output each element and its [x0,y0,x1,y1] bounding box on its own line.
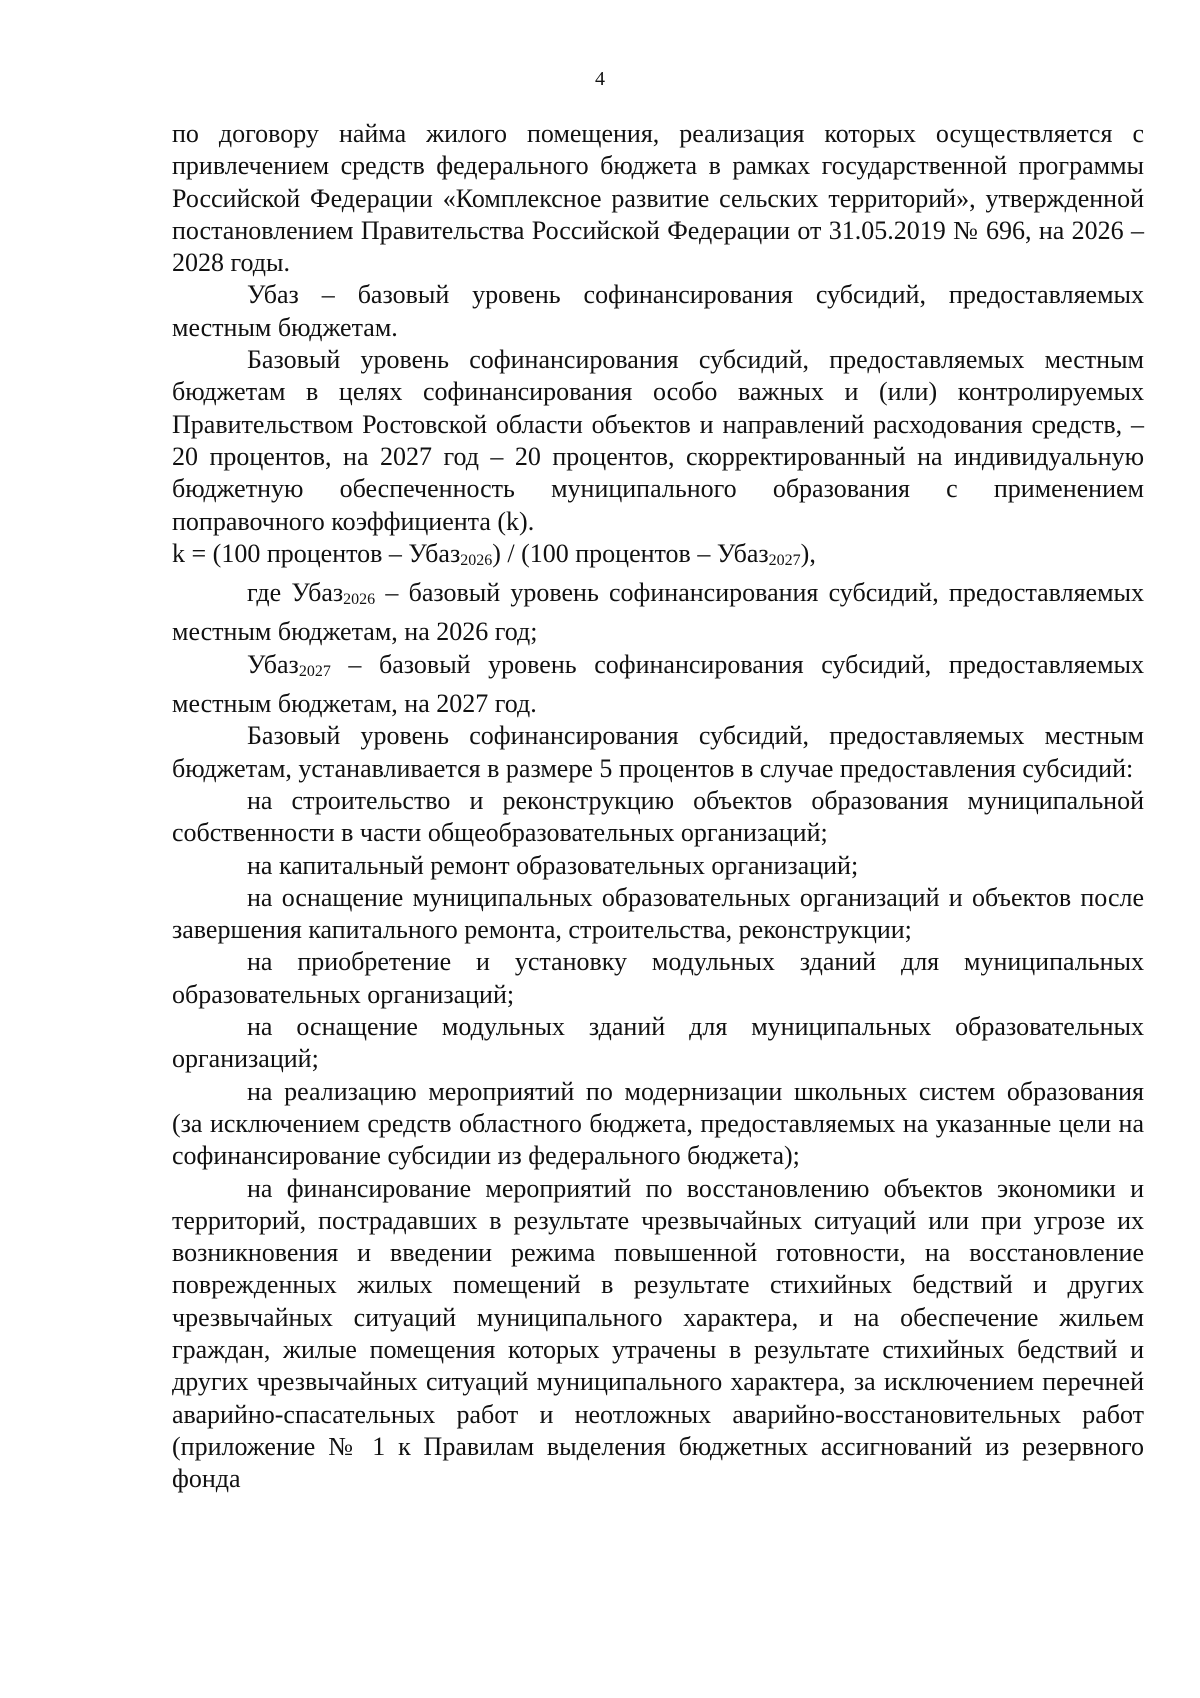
definition-subscript: 2027 [298,662,331,680]
paragraph-base-level: Базовый уровень софинансирования субсидий, предоставляемых местным бюджетам в целях софинансирования особо важных и (или) контролируемых Правительством Ростовской области объектов и направлений расходования средств, – 20 процентов, на 2027 год – 20 процентов, скорректированный на индивидуальную бюджетную обеспеченность муниципального образования с применением поправочного коэффициента (k). [172,345,1144,536]
definition-text: – базовый уровень софинансирования субсидий, предоставляемых местным бюджетам, на 2027 год. [172,649,1144,719]
list-item: на приобретение и установку модульных зданий для муниципальных образовательных организаций; [172,947,1144,1009]
list-item: на реализацию мероприятий по модернизации школьных систем образования (за исключением средств областного бюджета, предоставляемых на указанные цели на софинансирование субсидии из федерального бюджета); [172,1076,1144,1171]
list-item: на оснащение модульных зданий для муниципальных образовательных организаций; [172,1012,1144,1074]
list-item: на строительство и реконструкцию объектов образования муниципальной собственности в части общеобразовательных организаций; [172,785,1144,848]
formula-part: ) / (100 процентов – Убаз [492,538,769,568]
page-number: 4 [595,68,605,90]
document-body [172,118,1144,1495]
list-item: на оснащение муниципальных образовательных организаций и объектов после завершения капитального ремонта, строительства, реконструкции; [172,882,1144,945]
formula-subscript: 2026 [460,551,493,569]
paragraph-ubaz-definition: Убаз – базовый уровень софинансирования субсидий, предоставляемых местным бюджетам. [172,280,1144,342]
formula-part: k = (100 процентов – Убаз [172,538,461,568]
formula-part: ), [800,538,816,568]
paragraph-continuation: по договору найма жилого помещения, реализация которых осуществляется с привлечением средств федерального бюджета в рамках государственной программы Российской Федерации «Комплексное развитие сельских территорий», утвержденной постановлением Правительства Российской Федерации от 31.05.2019 № 696, на 2026 – 2028 годы. [172,119,1144,278]
definition-lead: где Убаз [247,578,344,608]
definition-lead: Убаз [247,649,299,679]
paragraph-five-percent: Базовый уровень софинансирования субсидий, предоставляемых местным бюджетам, устанавливается в размере 5 процентов в случае предоставления субсидий: [172,721,1144,783]
definition-text: – базовый уровень софинансирования субсидий, предоставляемых местным бюджетам, на 2026 год; [172,578,1144,647]
definition-ubaz-2026 [172,577,1144,649]
formula [172,538,1144,577]
definition-ubaz-2027 [172,649,1144,721]
formula-subscript: 2027 [768,551,801,569]
definition-subscript: 2026 [343,591,376,609]
list-item: на финансирование мероприятий по восстановлению объектов экономики и территорий, пострадавших в результате чрезвычайных ситуаций или при угрозе их возникновения и введении режима повышенной готовности, на восстановление поврежденных жилых помещений в результате стихийных бедствий и других чрезвычайных ситуаций муниципального характера, и на обеспечение жильем граждан, жилые помещения которых утрачены в результате стихийных бедствий и других чрезвычайных ситуаций муниципального характера, за исключением перечней аварийно-спасательных работ и неотложных аварийно-восстановительных работ (приложение № 1 к Правилам выделения бюджетных ассигнований из резервного фонда [172,1173,1144,1494]
list-item: на капитальный ремонт образовательных организаций; [247,850,859,880]
